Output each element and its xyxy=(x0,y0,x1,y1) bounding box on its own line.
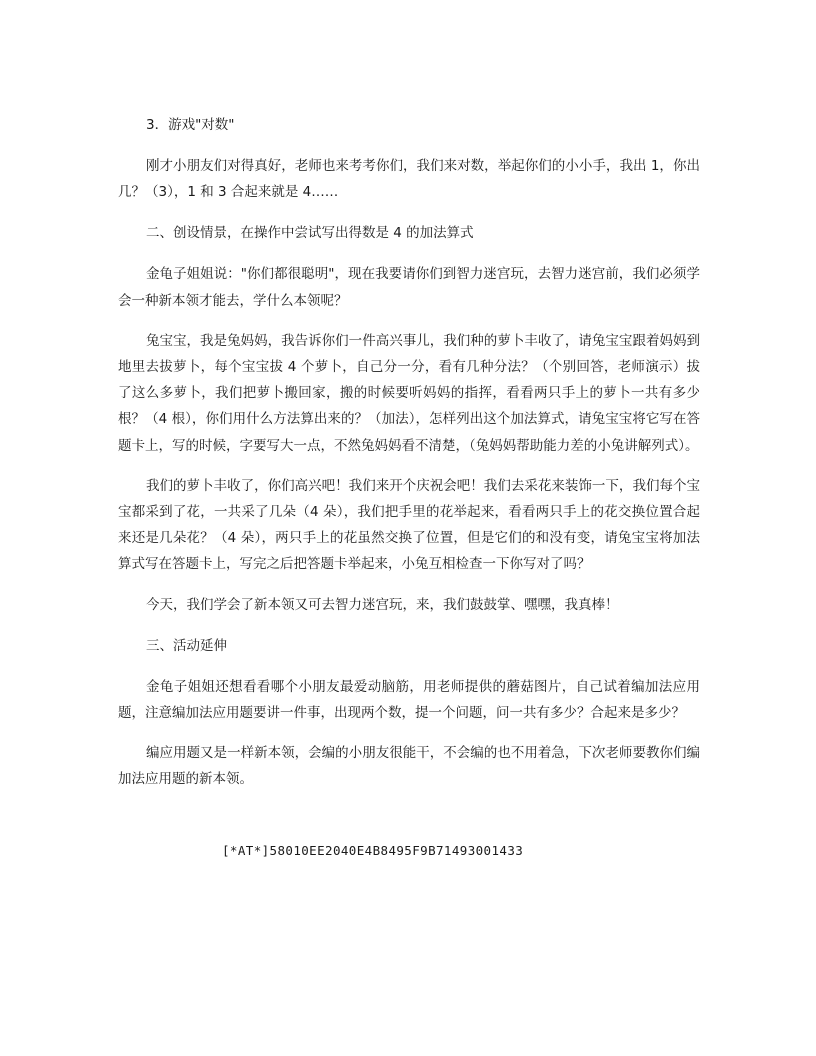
section-heading-extension: 三、活动延伸 xyxy=(146,637,227,654)
paragraph-next-lesson: 编应用题又是一样新本领，会编的小朋友很能干，不会编的也不用着急，下次老师要教你们编加法应用题的新本领。 xyxy=(118,745,700,788)
section-heading-scenario: 二、创设情景，在操作中尝试写出得数是 4 的加法算式 xyxy=(146,225,474,242)
document-body xyxy=(118,112,700,793)
paragraph-golden-beetle-intro: 金龟子姐姐说："你们都很聪明"，现在我要请你们到智力迷宫玩，去智力迷宫前，我们必须学会一种新本领才能去，学什么本领呢？ xyxy=(118,266,700,309)
paragraph-flower-celebration: 我们的萝卜丰收了，你们高兴吧！我们来开个庆祝会吧！我们去采花来装饰一下，我们每个宝宝都采到了花，一共采了几朵（4 朵），我们把手里的花举起来，看看两只手上的花交换位置合起来还是几朵花？（4 朵），两只手上的花虽然交换了位置，但是它们的和没有变，请兔宝宝将加法算式写在答题卡上，写完之后把答题卡举起来，小兔互相检查一下你写对了吗？ xyxy=(118,477,700,573)
document-id-code: [*AT*]58010EE2040E4B8495F9B71493001433 xyxy=(222,843,524,858)
section-heading-game: 3．游戏"对数" xyxy=(146,117,235,133)
paragraph-new-skill-cheer: 今天，我们学会了新本领又可去智力迷宫玩，来，我们鼓鼓掌、嘿嘿，我真棒！ xyxy=(146,596,619,613)
paragraph-counting-game: 刚才小朋友们对得真好，老师也来考考你们，我们来对数，举起你们的小小手，我出 1，你出几？（3），1 和 3 合起来就是 4…… xyxy=(118,158,700,201)
paragraph-radish-harvest: 兔宝宝，我是兔妈妈，我告诉你们一件高兴事儿，我们种的萝卜丰收了，请兔宝宝跟着妈妈到地里去拔萝卜，每个宝宝拔 4 个萝卜，自己分一分，看有几种分法？（个别回答，老师演示）拔了这么多萝卜，我们把萝卜搬回家，搬的时候要听妈妈的指挥，看看两只手上的萝卜一共有多少根？（4 根），你们用什么方法算出来的？（加法），怎样列出这个加法算式，请兔宝宝将它写在答题卡上，写的时候，字要写大一点，不然兔妈妈看不清楚，（兔妈妈帮助能力差的小兔讲解列式）。 xyxy=(118,332,700,454)
paragraph-word-problems: 金龟子姐姐还想看看哪个小朋友最爱动脑筋，用老师提供的蘑菇图片，自己试着编加法应用题，注意编加法应用题要讲一件事，出现两个数，提一个问题，问一共有多少？合起来是多少？ xyxy=(118,678,700,722)
